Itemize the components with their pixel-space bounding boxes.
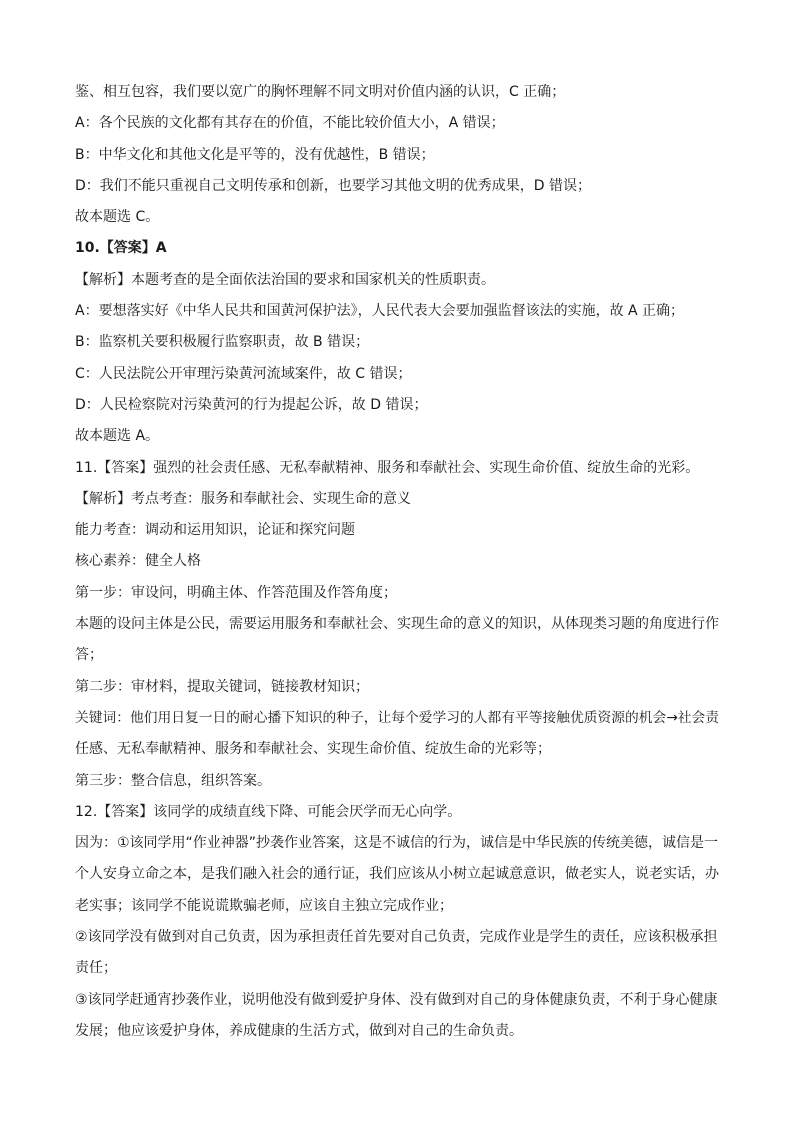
text-line: 任感、无私奉献精神、服务和奉献社会、实现生命价值、绽放生命的光彩等； [75,741,551,758]
text-line: 能力考查：调动和运用知识，论证和探究问题 [75,522,355,539]
text-line: 核心素养：健全人格 [75,553,201,570]
document-page [75,77,725,1047]
text-line: 第一步：审设问，明确主体、作答范围及作答角度； [75,584,397,601]
text-line: 第三步：整合信息，组织答案。 [75,772,271,789]
analysis-line: 【解析】本题考查的是全面依法治国的要求和国家机关的性质职责。 [75,271,495,288]
text-line: 责任； [75,960,117,977]
text-line: ③该同学赶通宵抄袭作业，说明他没有做到爱护身体、没有做到对自己的身体健康负责，不利于身心健康 [75,991,718,1008]
text-line: 发展；他应该爱护身体，养成健康的生活方式，做到对自己的生命负责。 [75,1022,523,1039]
answer-heading-10: 10.【答案】A [75,240,167,257]
text-line: 答； [75,647,103,664]
text-line: 故本题选 C。 [75,209,160,226]
answer-heading-12: 12.【答案】该同学的成绩直线下降、可能会厌学而无心向学。 [75,803,462,820]
analysis-line: 【解析】考点考查：服务和奉献社会、实现生命的意义 [75,490,411,507]
text-line: 故本题选 A。 [75,428,160,445]
text-line: D：我们不能只重视自己文明传承和创新，也要学习其他文明的优秀成果，D 错误； [75,177,592,194]
text-line: ②该同学没有做到对自己负责，因为承担责任首先要对自己负责，完成作业是学生的责任，应该积极承担 [75,929,718,946]
text-line: C：人民法院公开审理污染黄河流域案件，故 C 错误； [75,365,412,382]
text-line: 鉴、相互包容，我们要以宽广的胸怀理解不同文明对价值内涵的认识，C 正确； [75,84,566,100]
text-line: B：监察机关要积极履行监察职责，故 B 错误； [75,334,370,351]
text-line: A：各个民族的文化都有其存在的价值，不能比较价值大小，A 错误； [75,115,505,132]
text-line: 关键词：他们用日复一日的耐心播下知识的种子，让每个爱学习的人都有平等接触优质资源的机会→社会责 [75,709,720,726]
text-line: 个人安身立命之本，是我们融入社会的通行证，我们应该从小树立起诚意意识，做老实人，说老实话，办 [75,866,719,883]
text-line: 老实事；该同学不能说谎欺骗老师，应该自主独立完成作业； [75,897,453,914]
text-line: B：中华文化和其他文化是平等的，没有优越性，B 错误； [75,146,435,163]
answer-heading-11: 11.【答案】强烈的社会责任感、无私奉献精神、服务和奉献社会、实现生命价值、绽放生命的光彩。 [75,459,700,476]
text-line: A：要想落实好《中华人民共和国黄河保护法》，人民代表大会要加强监督该法的实施，故 A 正确； [75,303,685,320]
text-line: D：人民检察院对污染黄河的行为提起公诉，故 D 错误； [75,396,428,413]
text-line: 本题的设问主体是公民，需要运用服务和奉献社会、实现生命的意义的知识，从体现类习题的角度进行作 [75,616,719,633]
text-line: 因为：①该同学用“作业神器”抄袭作业答案，这是不诚信的行为，诚信是中华民族的传统美德，诚信是一 [75,835,719,852]
text-line: 第二步：审材料，提取关键词，链接教材知识； [75,678,369,695]
